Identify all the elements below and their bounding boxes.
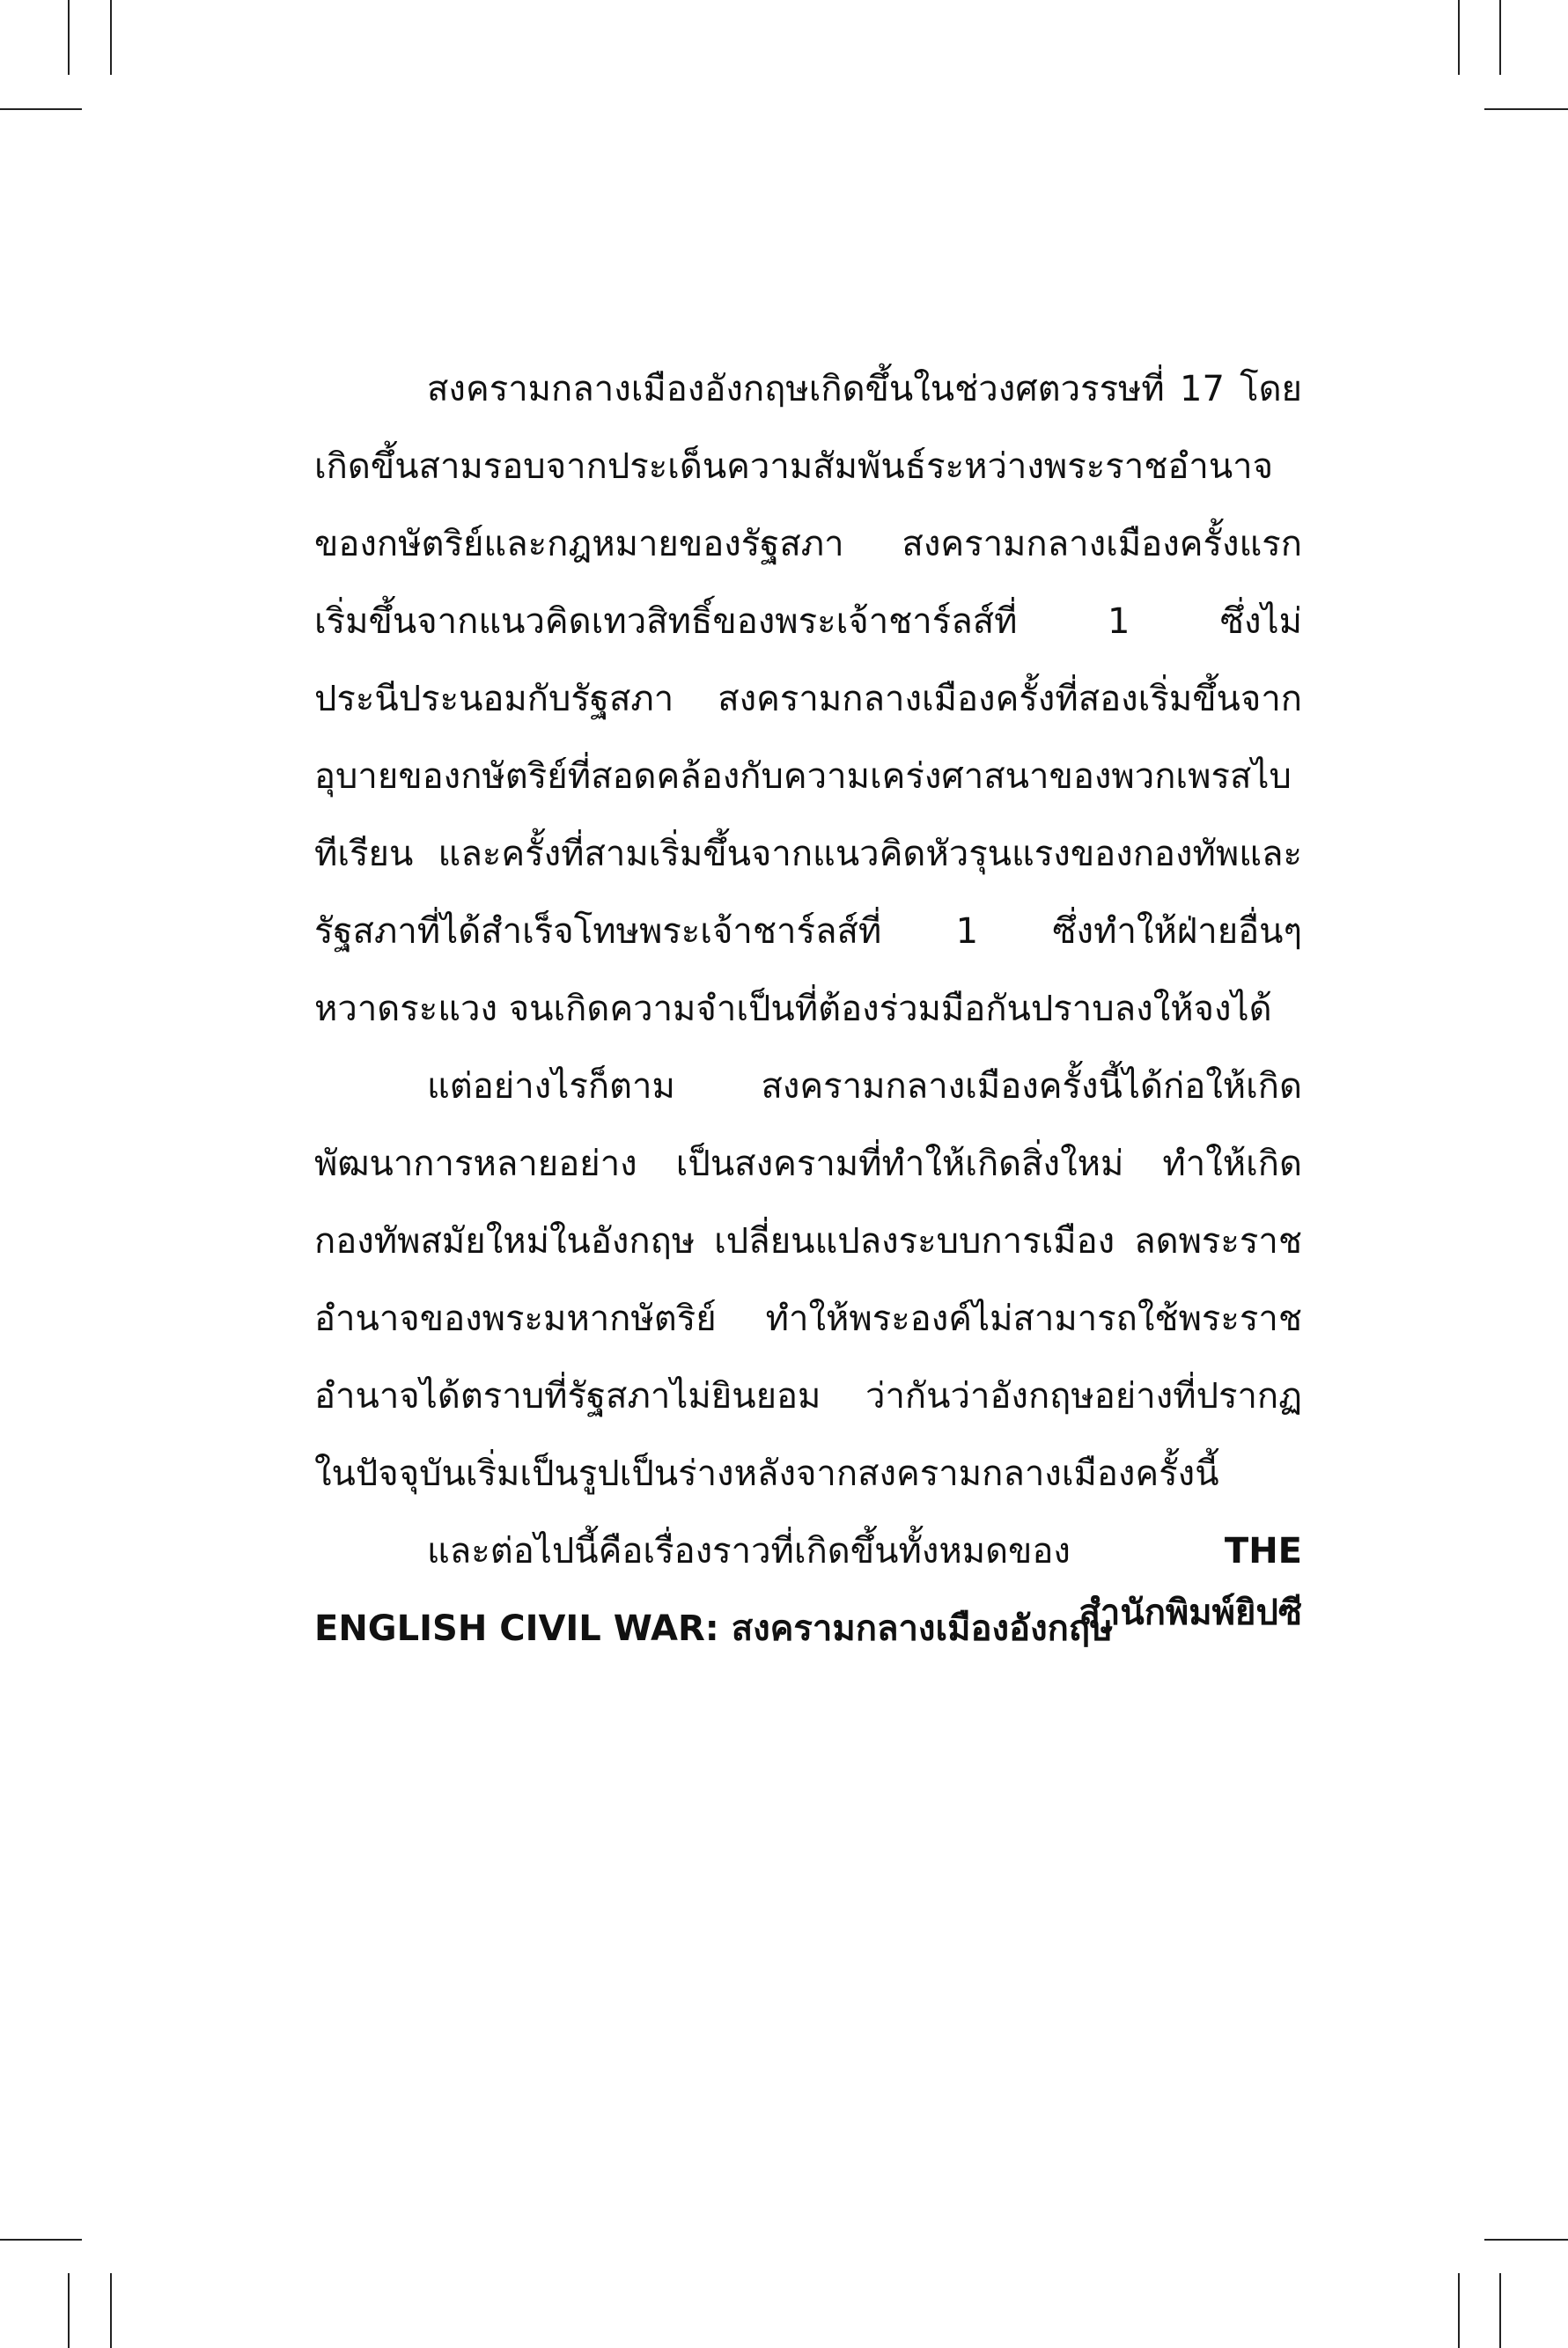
paragraph-intro: สงครามกลางเมืองอังกฤษเกิดขึ้นในช่วงศตวรรษที่ 17 โดยเกิดขึ้นสามรอบจากประเด็นความสัมพันธ์ระหว่างพระราชอำนาจของกษัตริย์และกฎหมายของรัฐสภา สงครามกลางเมืองครั้งแรกเริ่มขึ้นจากแนวคิดเทวสิทธิ์ของพระเจ้าชาร์ลส์ที่ 1 ซึ่งไม่ประนีประนอมกับรัฐสภา สงครามกลางเมืองครั้งที่สองเริ่มขึ้นจากอุบายของกษัตริย์ที่สอดคล้องกับความเคร่งศาสนาของพวกเพรสไบทีเรียน และครั้งที่สามเริ่มขึ้นจากแนวคิดหัวรุนแรงของกองทัพและรัฐสภาที่ได้สำเร็จโทษพระเจ้าชาร์ลส์ที่ 1 ซึ่งทำให้ฝ่ายอื่นๆ หวาดระแวง จนเกิดความจำเป็นที่ต้องร่วมมือกันปราบลงให้จงได้ <box>314 369 1302 1029</box>
publisher-signature: สำนักพิมพ์ยิปซี <box>1078 1593 1302 1633</box>
crop-mark <box>0 2239 82 2241</box>
paragraph-impact: แต่อย่างไรก็ตาม สงครามกลางเมืองครั้งนี้ได้ก่อให้เกิดพัฒนาการหลายอย่าง เป็นสงครามที่ทำให้เกิดสิ่งใหม่ ทำให้เกิดกองทัพสมัยใหม่ในอังกฤษ เปลี่ยนแปลงระบบการเมือง ลดพระราชอำนาจของพระมหากษัตริย์ ทำให้พระองค์ไม่สามารถใช้พระราชอำนาจได้ตราบที่รัฐสภาไม่ยินยอม ว่ากันว่าอังกฤษอย่างที่ปรากฏในปัจจุบันเริ่มเป็นรูปเป็นร่างหลังจากสงครามกลางเมืองครั้งนี้ <box>314 1066 1302 1494</box>
crop-mark <box>1499 0 1501 75</box>
crop-mark <box>68 0 70 75</box>
crop-mark <box>110 0 112 75</box>
crop-mark <box>1484 2239 1568 2241</box>
crop-mark <box>110 2273 112 2348</box>
closing-text: และต่อไปนี้คือเรื่องราวที่เกิดขึ้นทั้งหมดของ <box>427 1531 1225 1571</box>
crop-mark <box>0 108 82 110</box>
crop-mark <box>1499 2273 1501 2348</box>
crop-mark <box>1484 108 1568 110</box>
body-text <box>314 350 1302 1667</box>
book-title: THE ENGLISH CIVIL WAR: สงครามกลางเมืองอังกฤษ <box>314 1531 1302 1649</box>
crop-mark <box>1458 2273 1460 2348</box>
crop-mark <box>1458 0 1460 75</box>
crop-mark <box>68 2273 70 2348</box>
